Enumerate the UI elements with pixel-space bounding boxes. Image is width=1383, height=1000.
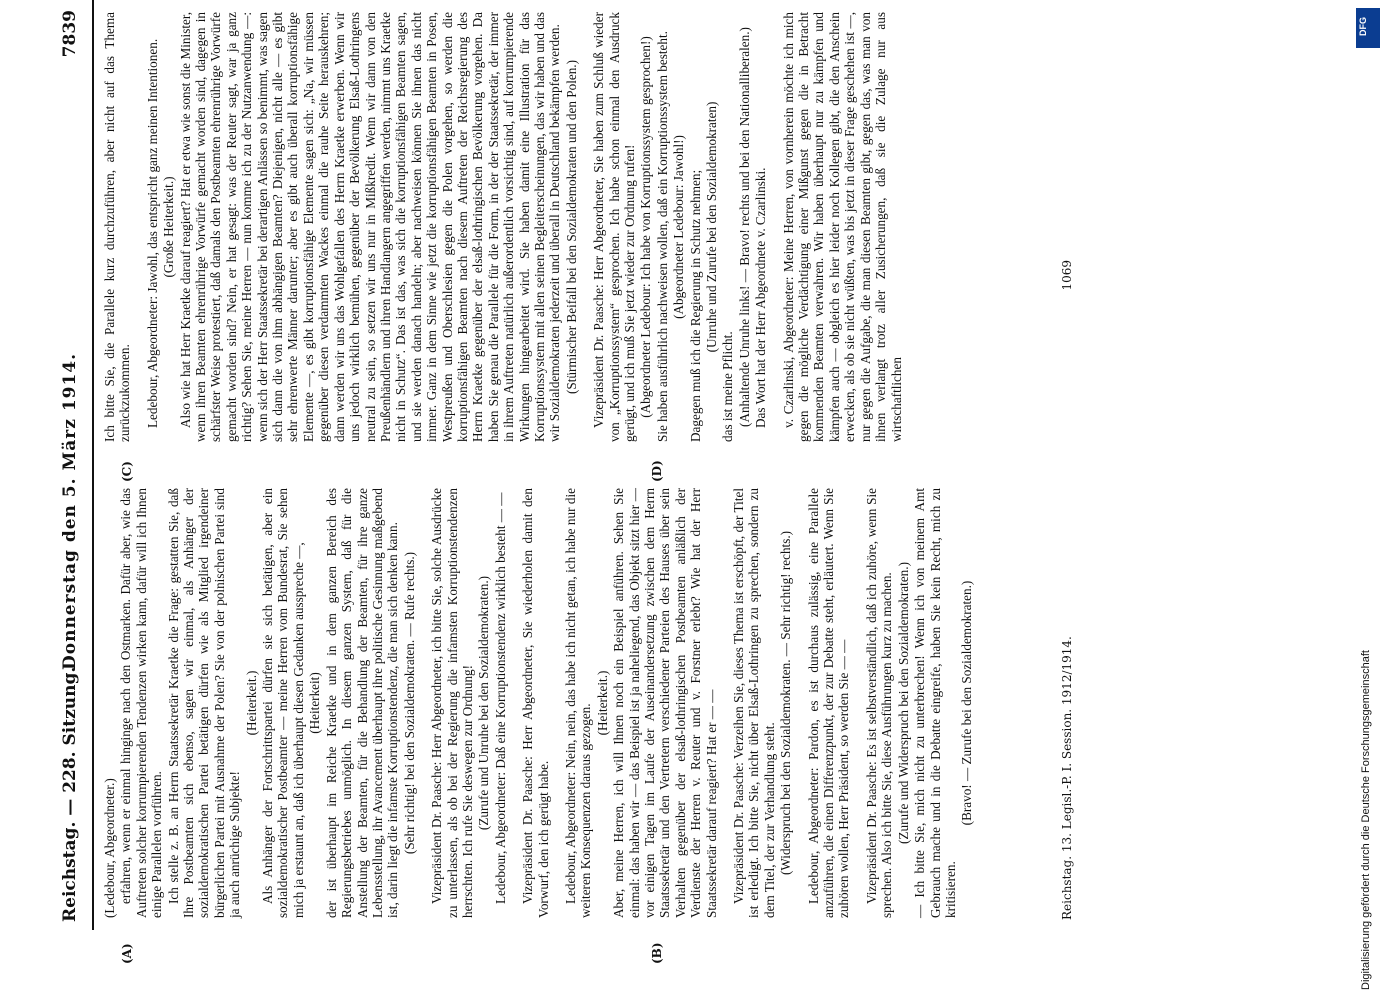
right-column-paragraph: Also wie hat Herr Kraetke darauf reagiert? Hat er etwa wie sonst die Minister, wenn ihren Beamten ehrenrührige Vorwürfe gemacht worden sind, dagegen in schärfster Weise protestiert, daß damals den Postbeamten ehrenrührige Vorwürfe gemacht worden sind? Nein, er hat gesagt: was der Reuter sagt, war ja ganz richtig? Sehen Sie, meine Herren — nun komme ich zu der Nutzanwendung —: wenn sich der Herr Staatssekretär bei derartigen Anlässen so benimmt, was sagen sich dann die von ihm abhängigen Beamten? Diejenigen, nicht alle — es gibt sehr ehrenwerte Männer darunter; aber es gibt auch überall korruptionsfähige Elemente —, es gibt korruptionsfähige Elemente sagen sich: „Na, wir müssen gegenüber diesen verdammten Wackes einmal die rauhe Seite herauskehren; dann werden wir uns das Wohlgefallen des Herrn Kraetke erwerben. Wenn wir uns jedoch wirklich bemühen, gegenüber der Bevölkerung Elsaß-Lothringens neutral zu sein, so setzen wir uns nur in Mißkredit. Wenn wir dann von den Preußenhändlern und ihren Handlangern angegriffen werden, nimmt uns Kraetke nicht in Schutz“. Das ist das, was sich die korruptionsfähigen Beamten sagen, und sie werden danach handeln; aber nachweisen können Sie ihnen das nicht immer. Ganz in dem Sinne wie jetzt die korruptionsfähigen Beamten in Posen, Westpreußen und Oberschlesien gegen die Polen vorgehen, so werden die korruptionsfähigen Beamten nach diesem Auftreten der Reichsregierung des Herrn Kraetke gegenüber der elsaß-lothringischen Bevölkerung vorgehen. Da haben Sie genau die Parallele für die Form, in der der Staatssekretär, der immer in ihrem Auftreten natürlich außerordentlich vorsichtig sind, auf korrumpierende Wirkungen hingearbeitet wird. Sie haben damit eine Illustration für das Korruptionssystem mit allen seinen Begleiterscheinungen, das wir haben und das wir Sozialdemokraten jederzeit und überall in Deutschland bekämpfen werden. bbox=[177, 12, 563, 442]
right-column-paragraph: (Große Heiterkeit.) bbox=[161, 176, 177, 278]
left-column-paragraph: Vizepräsident Dr. Paasche: Herr Abgeordneter, Sie wiederholen damit den Vorwurf, den ich gerügt habe. bbox=[520, 488, 551, 918]
left-column-paragraph: — Ich bitte Sie, mich nicht zu unterbrechen! Wenn ich von meinem Amt Gebrauch mache und in die Debatte eingreife, haben Sie kein Recht, mich zu kritisieren. bbox=[912, 488, 958, 918]
page-footer bbox=[1060, 20, 1080, 920]
left-column-paragraph: erfahren, wenn er einmal hinginge nach den Ostmarken. Dafür aber, wie das Auftreten solcher korrumpierenden Tendenzen wirken kann, dafür will ich Ihnen einige Parallelen vorführen. bbox=[118, 488, 165, 918]
header-date: Donnerstag den 5. März 1914. bbox=[60, 352, 80, 670]
left-column-paragraph bbox=[795, 488, 805, 918]
left-column-paragraph: (Zurufe und Widerspruch bei den Sozialdemokraten.) bbox=[895, 562, 911, 844]
footer-source: Reichstag. 13. Legisl.-P. I. Session. 1912/1914. bbox=[1060, 636, 1074, 920]
left-column-paragraph: (Heiterkeit) bbox=[307, 672, 323, 734]
left-column-paragraph: Ledebour, Abgeordneter: Nein, nein, das habe ich nicht getan, ich habe nur die weiteren Konsequenzen daraus gezogen. bbox=[562, 488, 594, 918]
digitization-notice bbox=[1360, 10, 1380, 990]
left-column-paragraph: Vizepräsident Dr. Paasche: Verzeihen Sie, dieses Thema ist erschöpft, der Titel ist erledigt. Ich bitte Sie, nicht über Elsaß-Lothringen zu sprechen, sondern zu dem Titel, der zur Verhandlung steht. bbox=[731, 488, 777, 918]
left-column-paragraph: (Heiterkeit.) bbox=[243, 670, 259, 736]
left-column-paragraph: (Bravo! — Zurufe bei den Sozialdemokraten.) bbox=[959, 580, 975, 826]
right-column-paragraph: Ich bitte Sie, die Parallele kurz durchzuführen, aber nicht auf das Thema zurückzukommen. bbox=[102, 12, 133, 442]
footer-page: 1069 bbox=[1060, 260, 1074, 291]
right-column-paragraph: Dagegen muß ich die Regierung in Schutz nehmen; bbox=[687, 169, 703, 442]
margin-marker-d: (D) bbox=[650, 460, 664, 482]
left-column-paragraph: Als Anhänger der Fortschrittspartei dürfen sie sich betätigen, aber ein sozialdemokratischer Postbeamter — meine Herren vom Bundesrat, Sie sehen mich ja erstaunt an, daß ich überhaupt diesen Gedanken ausspreche —, bbox=[260, 488, 306, 918]
right-column-paragraph: (Unruhe und Zurufe bei den Sozialdemokraten) bbox=[704, 101, 720, 353]
left-column-paragraph: Ich stelle z. B. an Herrn Staatssekretär Kraetke die Frage: gestatten Sie, daß Ihre Postbeamten sich ebenso, sagen wir einmal, als Anhänger der sozialdemokratischen Partei betätigen dürfen wie als Mitglied irgendeiner bürgerlichen Partei mit Ausnahme der Polen? Sie von der polnischen Partei sind ja auch anrüchige Subjekte! bbox=[165, 488, 243, 918]
right-column-paragraph bbox=[770, 12, 780, 442]
left-column-paragraph: (Widerspruch bei den Sozialdemokraten. — Sehr richtig! rechts.) bbox=[778, 530, 794, 876]
margin-marker-c: (C) bbox=[120, 461, 134, 482]
left-column-paragraph: (Sehr richtig! bei den Sozialdemokraten. — Rufe rechts.) bbox=[401, 551, 417, 855]
right-column bbox=[102, 12, 905, 442]
rotated-page bbox=[50, 0, 1300, 964]
left-column-paragraph bbox=[418, 488, 428, 918]
right-column-paragraph: (Abgeordneter Ledebour: Ich habe von Korruptionssystem gesprochen!) bbox=[638, 36, 654, 418]
right-column-paragraph: (Stürmischer Beifall bei den Sozialdemokraten und den Polen.) bbox=[563, 60, 579, 394]
left-column-paragraph bbox=[509, 488, 519, 918]
left-column-paragraph: der ist überhaupt im Reiche Kraetke und in dem ganzen Bereich des Regierungsbetriebes unmöglich. In diesem ganzen System, daß für die Anstellung der Beamten, für die Behandlung der Beamten, für ihre ganze Lebensstellung, ihr Avancement überhaupt ihre politische Gesinnung maßgebend ist, darin liegt die infamste Korruptionstendenz, die man sich denken kann. bbox=[323, 488, 401, 918]
digitization-notice-text: Digitalisierung gefördert durch die Deutsche Forschungsgemeinschaft bbox=[1360, 650, 1372, 990]
left-column-paragraph: Vizepräsident Dr. Paasche: Herr Abgeordneter, ich bitte Sie, solche Ausdrücke zu unterlassen, als ob bei der Regierung die infamsten Korruptionstendenzen herrschten. Ich rufe Sie deswegen zur Ordnung! bbox=[429, 488, 475, 918]
margin-marker-b: (B) bbox=[650, 942, 664, 964]
right-column-paragraph: Sie haben ausführlich nachweisen wollen, daß ein Korruptionssystem besteht. bbox=[654, 31, 670, 442]
dfg-logo-text: DFG bbox=[1358, 17, 1368, 36]
right-column-paragraph: das ist meine Pflicht. bbox=[720, 331, 736, 442]
right-column-paragraph bbox=[580, 12, 590, 442]
left-column-paragraph: Aber, meine Herren, ich will Ihnen noch ein Beispiel anführen. Sehen Sie einmal: das haben wir — das Beispiel ist ja naheliegend, das Objekt sitzt hier — vor einigen Tagen im Laufe der Auseinandersetzung zwischen dem Herrn Staatssekretär und den Vertretern verschiedener Parteien des Hauses über sein Verhalten gegenüber der elsaß-lothringischen Postbeamten anläßlich der Verdienste der Herren v. Reuter und v. Forstner erlebt? Wie hat der Herr Staatssekretär darauf reagiert? Hat er — — bbox=[611, 488, 719, 918]
right-column-paragraph: Vizepräsident Dr. Paasche: Herr Abgeordneter, Sie haben zum Schluß wieder von „Korruptionssystem“ gesprochen. Ich habe schon einmal den Ausdruck gerügt, und ich muß Sie jetzt wieder zur Ordnung rufen! bbox=[591, 12, 637, 442]
header-left: Reichstag. — 228. Sitzung. bbox=[60, 666, 80, 922]
right-column-paragraph bbox=[134, 12, 144, 442]
left-column-paragraph bbox=[720, 488, 730, 918]
left-column bbox=[102, 488, 976, 918]
right-column-paragraph: (Abgeordneter Ledebour: Jawohl!) bbox=[671, 135, 687, 319]
left-column-paragraph: Vizepräsident Dr. Paasche: Es ist selbstverständlich, daß ich zuhöre, wenn Sie sprechen. Also ich bitte Sie, diese Ausführungen kurz zu machen. bbox=[863, 488, 895, 918]
margin-marker-a: (A) bbox=[120, 943, 134, 964]
page-number: 7839 bbox=[60, 10, 80, 58]
left-column-paragraph: (Zurufe und Unruhe bei den Sozialdemokraten.) bbox=[476, 575, 492, 831]
left-column-paragraph: (Ledebour, Abgeordneter.) bbox=[102, 778, 117, 918]
right-column-paragraph: v. Czarlinski, Abgeordneter: Meine Herren, von vornherein möchte ich mich gegen die mögliche Verdächtigung einer Mißgunst gegen die in Betracht kommenden Beamten verwahren. Wir haben überhaupt nur zu kämpfen und kämpfen auch — obgleich es hier leider noch Kollegen gibt, die den Anschein erwecken, als ob sie nicht wüßten, was bis jetzt in dieser Frage geschehen ist —, nur gegen die Aufgabe, die man diesen Beamten gibt, gegen das, was man von ihnen verlangt trotz aller Zusicherungen, daß sie die Zulage nur aus wirtschaftlichen bbox=[780, 12, 904, 442]
left-column-paragraph: Ledebour, Abgeordneter: Pardon, es ist durchaus zulässig, eine Parallele anzuführen, die einen Differenzpunkt, der zur Debatte steht, erläutert. Wenn Sie zuhören wollen, Herr Präsident, so werden Sie — — bbox=[805, 488, 852, 918]
right-column-paragraph: Das Wort hat der Herr Abgeordnete v. Czarlinski. bbox=[753, 167, 769, 428]
right-column-paragraph: Ledebour, Abgeordneter: Jawohl, das entspricht ganz meinen Intentionen. bbox=[144, 38, 160, 428]
right-column-paragraph: (Anhaltende Unruhe links! — Bravo! rechts und bei den Nationalliberalen.) bbox=[736, 27, 752, 427]
page-header bbox=[50, 0, 94, 930]
left-column-paragraph bbox=[552, 488, 562, 918]
left-column-paragraph: Ledebour, Abgeordneter: Daß eine Korruptionstendenz wirklich besteht — — bbox=[492, 492, 508, 904]
left-column-paragraph: (Heiterkeit.) bbox=[594, 670, 610, 736]
left-column-paragraph bbox=[853, 488, 863, 918]
